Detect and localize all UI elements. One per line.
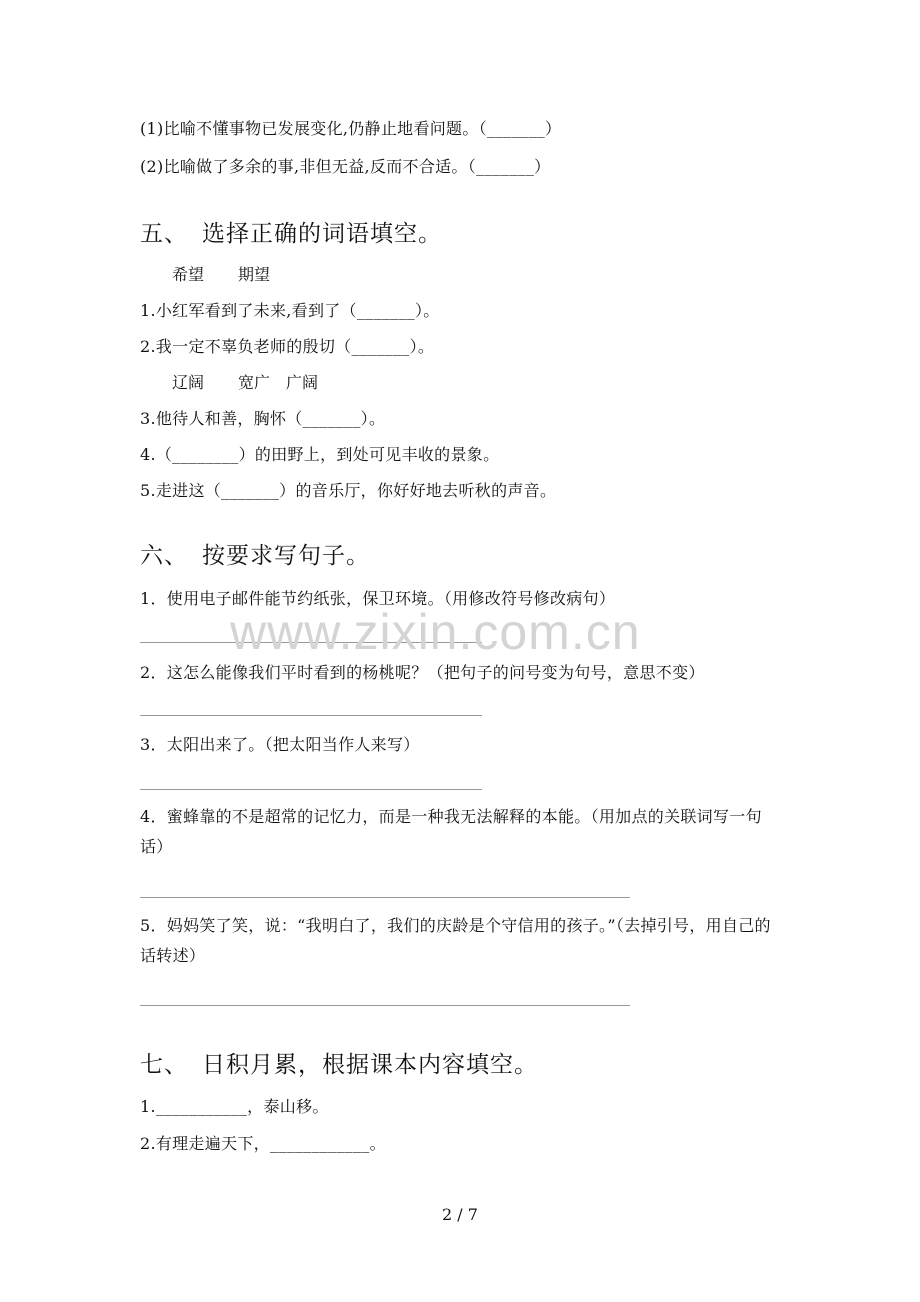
section6-item-5: 5．妈妈笑了笑，说：“我明白了，我们的庆龄是个守信用的孩子。”（去掉引号，用自己的话转述） — [140, 916, 771, 965]
section6-item-1: 1．使用电子邮件能节约纸张，保卫环境。（用修改符号修改病句） — [140, 589, 616, 608]
section7-heading — [140, 1050, 538, 1080]
section6-item-3: 3．太阳出来了。（把太阳当作人来写） — [140, 735, 420, 754]
word-choice: 辽阔 — [172, 373, 205, 392]
section5-item-2: 2.我一定不辜负老师的殷切（_______）。 — [140, 337, 435, 356]
section5-title: 选择正确的词语填空。 — [202, 221, 442, 247]
answer-line-4[interactable] — [140, 897, 630, 898]
answer-line-5[interactable] — [140, 1005, 630, 1006]
section5-heading — [140, 219, 442, 249]
page-number: 2 / 7 — [442, 1205, 478, 1224]
word-choice: 广阔 — [286, 373, 319, 392]
section5-item-3: 3.他待人和善，胸怀（_______）。 — [140, 409, 386, 428]
section6-number: 六、 — [140, 543, 188, 569]
section5-word-choices-b — [172, 372, 352, 394]
word-choice: 希望 — [172, 265, 205, 284]
section6-heading — [140, 541, 370, 571]
section6-item-4: 4．蜜蜂靠的不是超常的记忆力，而是一种我无法解释的本能。（用加点的关联词写一句话） — [140, 807, 762, 856]
top-item-1: (1)比喻不懂事物已发展变化,仍静止地看问题。（_______） — [140, 119, 562, 138]
answer-line-2[interactable] — [140, 715, 482, 716]
section5-word-choices-a — [172, 264, 304, 286]
section6-title: 按要求写句子。 — [202, 543, 370, 569]
section5-item-5: 5.走进这（_______）的音乐厅，你好好地去听秋的声音。 — [140, 481, 557, 500]
section7-number: 七、 — [140, 1052, 188, 1078]
section5-number: 五、 — [140, 221, 188, 247]
section5-item-1: 1.小红军看到了未来,看到了（_______）。 — [140, 301, 440, 320]
section7-title: 日积月累，根据课本内容填空。 — [202, 1052, 538, 1078]
word-choice: 宽广 — [238, 373, 271, 392]
section5-item-4: 4.（________）的田野上，到处可见丰收的景象。 — [140, 445, 500, 464]
section7-item-2: 2.有理走遍天下，____________。 — [140, 1134, 386, 1153]
watermark: www.zixin.com.cn — [230, 604, 641, 660]
top-item-2: (2)比喻做了多余的事,非但无益,反而不合适。（_______） — [140, 157, 551, 176]
section7-item-1: 1.___________，泰山移。 — [140, 1097, 329, 1116]
answer-line-3[interactable] — [140, 789, 482, 790]
section6-item-2: 2．这怎么能像我们平时看到的杨桃呢？（把句子的问号变为句号，意思不变） — [140, 663, 705, 682]
word-choice: 期望 — [238, 265, 271, 284]
